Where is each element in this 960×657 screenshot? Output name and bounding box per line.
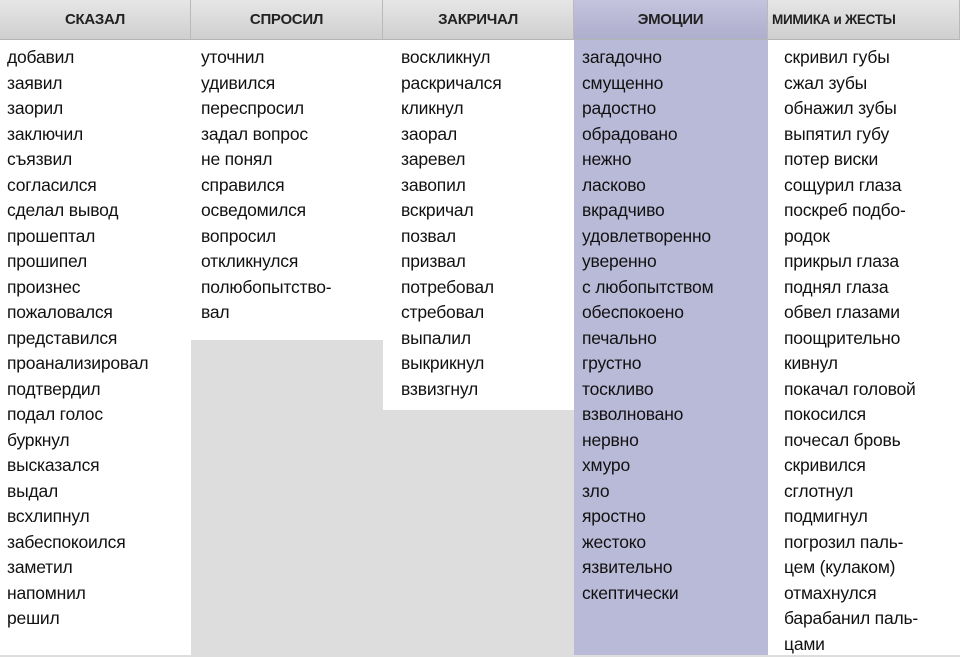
list-item: цем (кулаком)	[784, 555, 960, 581]
list-item: прошептал	[7, 224, 191, 250]
list-item: согласился	[7, 173, 191, 199]
list-item: буркнул	[7, 428, 191, 454]
list-item: сжал зубы	[784, 71, 960, 97]
list-item: нежно	[582, 147, 768, 173]
list-item: хмуро	[582, 453, 768, 479]
list-item: тоскливо	[582, 377, 768, 403]
list-item: удивился	[201, 71, 383, 97]
column-list	[768, 40, 960, 655]
list-item: грустно	[582, 351, 768, 377]
list-item: полюбопытство-	[201, 275, 383, 301]
list-item: съязвил	[7, 147, 191, 173]
list-item: поднял глаза	[784, 275, 960, 301]
list-item: подмигнул	[784, 504, 960, 530]
column-shouted	[383, 0, 574, 410]
list-item: обрадовано	[582, 122, 768, 148]
column-header: МИМИКА и ЖЕСТЫ	[768, 0, 960, 40]
list-item: вскричал	[401, 198, 574, 224]
list-item: смущенно	[582, 71, 768, 97]
list-item: уверенно	[582, 249, 768, 275]
list-item: цами	[784, 632, 960, 657]
list-item: почесал бровь	[784, 428, 960, 454]
list-item: заявил	[7, 71, 191, 97]
list-item: не понял	[201, 147, 383, 173]
list-item: откликнулся	[201, 249, 383, 275]
list-item: жестоко	[582, 530, 768, 556]
list-item: обвел глазами	[784, 300, 960, 326]
list-item: обеспокоено	[582, 300, 768, 326]
list-item: поскреб подбо-	[784, 198, 960, 224]
list-item: переспросил	[201, 96, 383, 122]
list-item: заорал	[401, 122, 574, 148]
list-item: напомнил	[7, 581, 191, 607]
list-item: язвительно	[582, 555, 768, 581]
list-item: обнажил зубы	[784, 96, 960, 122]
list-item: справился	[201, 173, 383, 199]
list-item: с любопытством	[582, 275, 768, 301]
list-item: заорил	[7, 96, 191, 122]
list-item: ласково	[582, 173, 768, 199]
list-item: скептически	[582, 581, 768, 607]
list-item: печально	[582, 326, 768, 352]
list-item: нервно	[582, 428, 768, 454]
list-item: позвал	[401, 224, 574, 250]
list-item: стребовал	[401, 300, 574, 326]
column-list	[574, 40, 768, 655]
list-item: прикрыл глаза	[784, 249, 960, 275]
column-header: СПРОСИЛ	[191, 0, 383, 40]
list-item: зло	[582, 479, 768, 505]
list-item: поощрительно	[784, 326, 960, 352]
list-item: всхлипнул	[7, 504, 191, 530]
list-item: погрозил паль-	[784, 530, 960, 556]
list-item: воскликнул	[401, 45, 574, 71]
column-list	[191, 40, 383, 340]
list-item: барабанил паль-	[784, 606, 960, 632]
list-item: призвал	[401, 249, 574, 275]
list-item: удовлетворенно	[582, 224, 768, 250]
list-item: высказался	[7, 453, 191, 479]
list-item: выпятил губу	[784, 122, 960, 148]
list-item: яростно	[582, 504, 768, 530]
list-item: вал	[201, 300, 383, 326]
column-list	[0, 40, 191, 655]
list-item: взвизгнул	[401, 377, 574, 403]
list-item: взволновано	[582, 402, 768, 428]
column-header: СКАЗАЛ	[0, 0, 191, 40]
list-item: загадочно	[582, 45, 768, 71]
list-item: выпалил	[401, 326, 574, 352]
list-item: выкрикнул	[401, 351, 574, 377]
column-asked	[191, 0, 383, 340]
column-said	[0, 0, 191, 655]
list-item: потребовал	[401, 275, 574, 301]
list-item: раскричался	[401, 71, 574, 97]
list-item: скривил губы	[784, 45, 960, 71]
list-item: выдал	[7, 479, 191, 505]
list-item: завопил	[401, 173, 574, 199]
list-item: кивнул	[784, 351, 960, 377]
list-item: добавил	[7, 45, 191, 71]
list-item: осведомился	[201, 198, 383, 224]
column-list	[383, 40, 574, 410]
list-item: пожаловался	[7, 300, 191, 326]
list-item: решил	[7, 606, 191, 632]
list-item: радостно	[582, 96, 768, 122]
list-item: произнес	[7, 275, 191, 301]
list-item: родок	[784, 224, 960, 250]
list-item: отмахнулся	[784, 581, 960, 607]
list-item: покачал головой	[784, 377, 960, 403]
list-item: уточнил	[201, 45, 383, 71]
list-item: покосился	[784, 402, 960, 428]
list-item: забеспокоился	[7, 530, 191, 556]
list-item: потер виски	[784, 147, 960, 173]
list-item: кликнул	[401, 96, 574, 122]
column-header: ЗАКРИЧАЛ	[383, 0, 574, 40]
list-item: заметил	[7, 555, 191, 581]
list-item: задал вопрос	[201, 122, 383, 148]
column-gestures	[768, 0, 960, 655]
list-item: вкрадчиво	[582, 198, 768, 224]
list-item: подал голос	[7, 402, 191, 428]
list-item: скривился	[784, 453, 960, 479]
list-item: заревел	[401, 147, 574, 173]
list-item: прошипел	[7, 249, 191, 275]
column-emotions	[574, 0, 768, 655]
list-item: подтвердил	[7, 377, 191, 403]
list-item: вопросил	[201, 224, 383, 250]
list-item: сощурил глаза	[784, 173, 960, 199]
list-item: заключил	[7, 122, 191, 148]
list-item: сглотнул	[784, 479, 960, 505]
list-item: сделал вывод	[7, 198, 191, 224]
list-item: проанализировал	[7, 351, 191, 377]
list-item: представился	[7, 326, 191, 352]
column-header: ЭМОЦИИ	[574, 0, 768, 40]
